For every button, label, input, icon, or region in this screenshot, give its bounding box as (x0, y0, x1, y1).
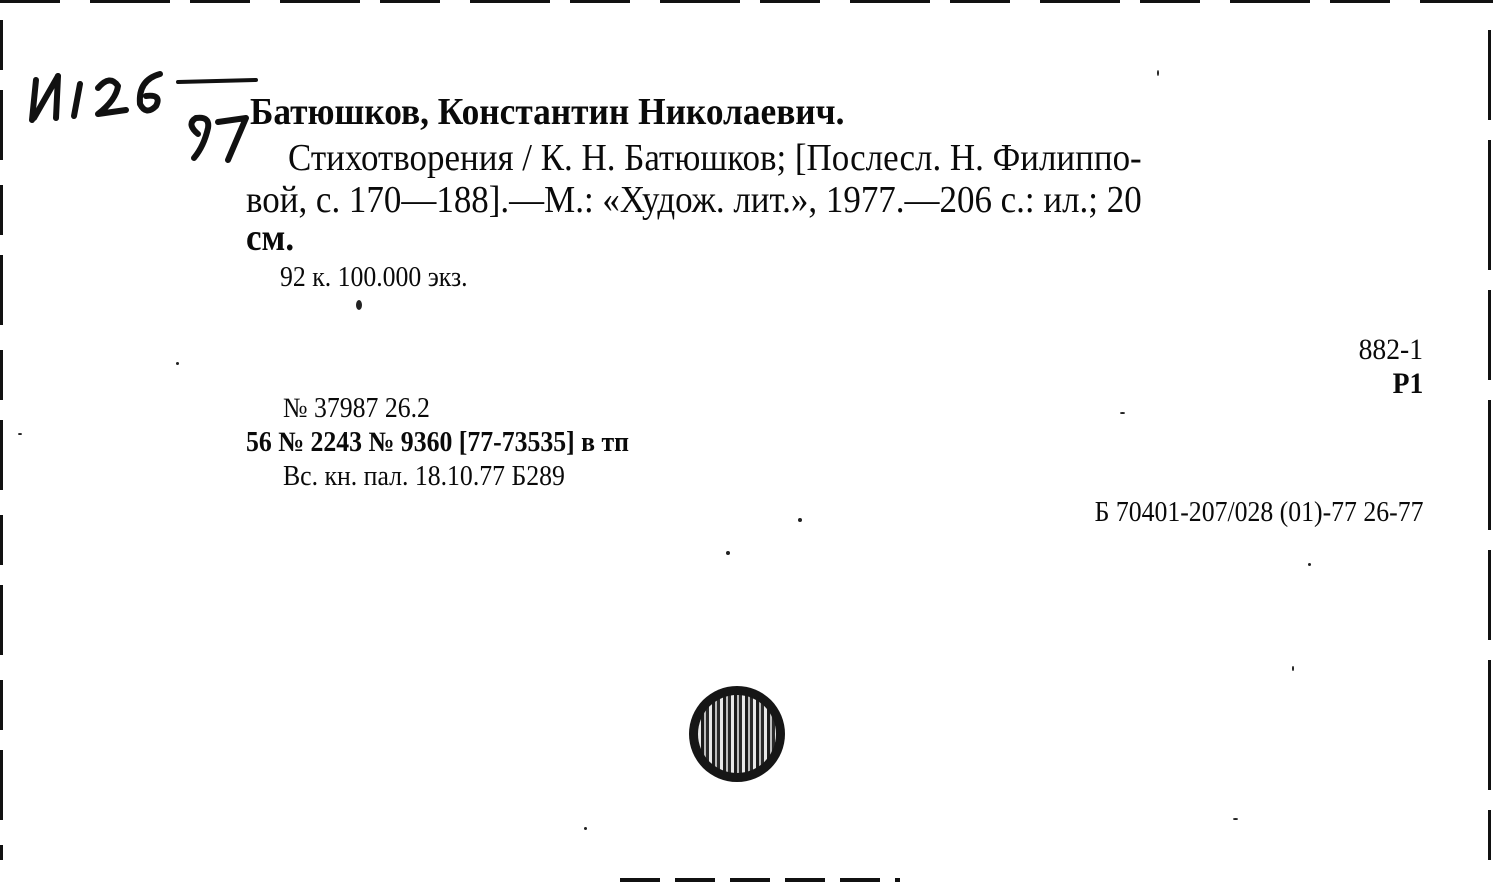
punch-hole-scan-texture (698, 695, 776, 773)
record-line-2: 56 № 2243 № 9360 [77-73535] в тп (246, 427, 629, 458)
scan-speck (1292, 666, 1294, 671)
scan-speck (584, 827, 587, 830)
price-and-run: 92 к. 100.000 экз. (280, 262, 468, 293)
classification-index: Р1 (1392, 367, 1423, 400)
classification-code: 882-1 (1358, 333, 1423, 366)
title-line-3: см. (246, 217, 295, 259)
record-line-3: Вс. кн. пал. 18.10.77 Б289 (283, 461, 565, 492)
scan-edge-right (1488, 30, 1491, 860)
scan-speck (1308, 563, 1311, 566)
scan-speck (1120, 412, 1125, 414)
title-line-2: вой, с. 170—188].—М.: «Худож. лит.», 1977.—206 с.: ил.; 20 (246, 179, 1142, 221)
scan-speck (1233, 818, 1238, 820)
record-line-1: № 37987 26.2 (283, 393, 430, 424)
scan-edge-bottom (620, 878, 900, 882)
handwritten-call-number (28, 60, 268, 170)
catalog-code: Б 70401-207/028 (01)-77 26-77 (1094, 497, 1423, 528)
scan-speck (176, 362, 179, 365)
scan-edge-top (0, 0, 1493, 3)
scan-speck (726, 551, 730, 555)
punch-hole (689, 686, 785, 782)
scan-speck (1157, 70, 1159, 76)
scan-speck (798, 518, 802, 522)
title-line-1: Стихотворения / К. Н. Батюшков; [Послесл. Н. Филиппо- (288, 137, 1142, 179)
scan-edge-left (0, 20, 3, 860)
author-heading: Батюшков, Константин Николаевич. (250, 91, 845, 133)
scan-speck (356, 300, 362, 310)
scan-speck (18, 433, 22, 435)
